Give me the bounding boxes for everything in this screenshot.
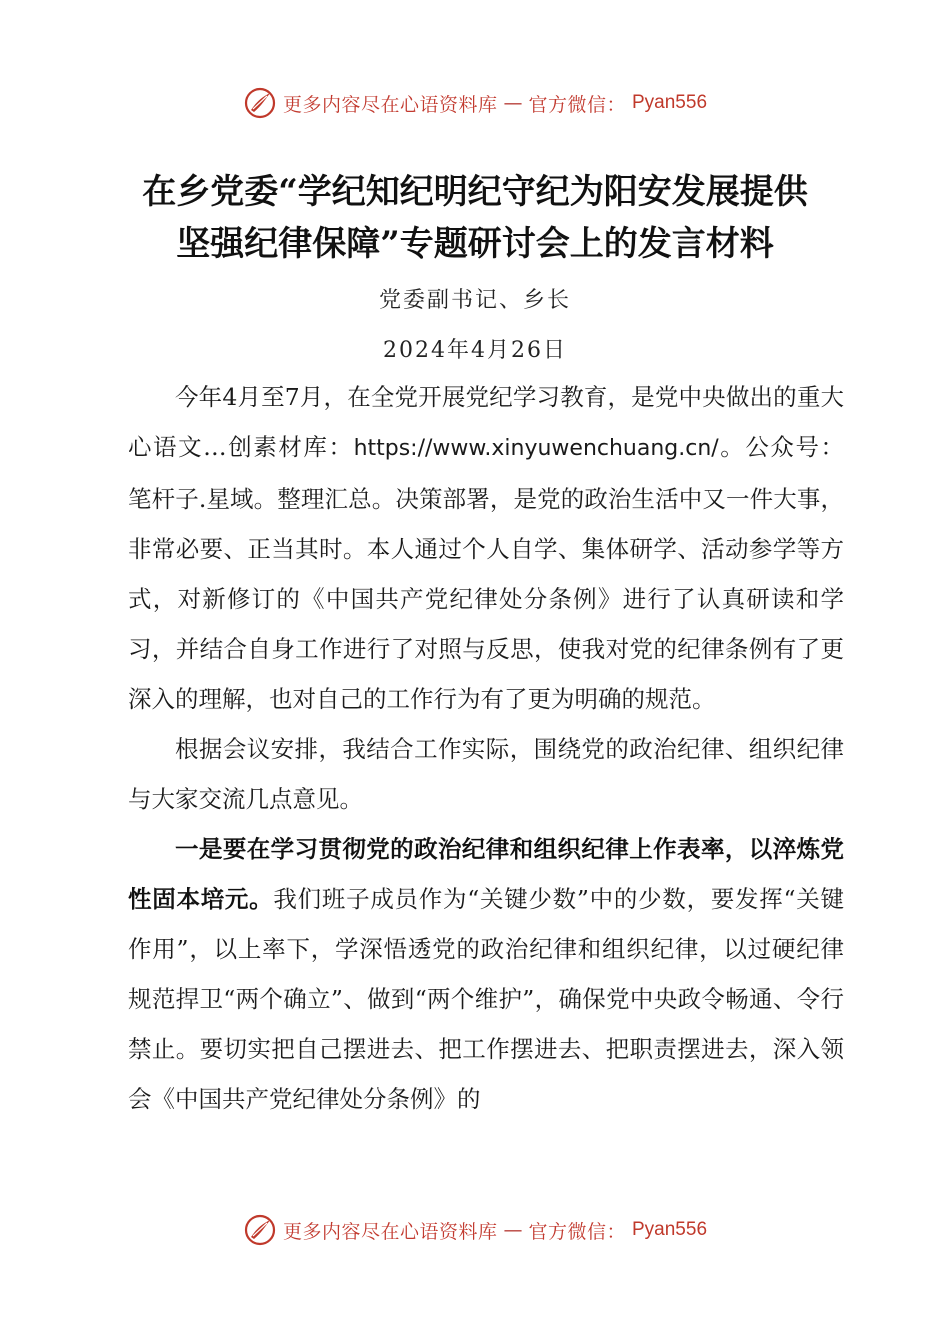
document-author: 党委副书记、乡长	[378, 288, 571, 313]
paragraph-3-heading: 一是要在学习贯彻党的政治纪律和组织纪律上作表率，以淬炼党性固本培元。	[128, 835, 844, 913]
document-title	[60, 166, 890, 270]
paragraph-3-text: 我们班子成员作为“关键少数”中的少数，要发挥“关键作用”，以上率下，学深悟透党的政治纪律和组织纪律，以过硬纪律规范捍卫“两个确立”、做到“两个维护”，确保党中央政令畅通、令行禁止。要切实把自己摆进去、把工作摆进去、把职责摆进去，深入领会《中国共产党纪律处分条例》的	[128, 885, 844, 1113]
watermark-label: 官方微信：	[528, 1220, 626, 1243]
watermark-separator: —	[503, 1219, 523, 1241]
watermark-id: Pyan556	[632, 1219, 708, 1240]
title-line-1: 在乡党委“学纪知纪明纪守纪为阳安发展提供	[142, 172, 808, 212]
pen-logo-icon	[243, 86, 277, 120]
paragraph-1-part-a: 今年4月至7月，在全党开展党纪学习教育，是党中央做出的重大心语文…创素材库：	[128, 383, 844, 461]
paragraph-3	[128, 824, 844, 1124]
watermark-header	[0, 86, 950, 120]
paragraph-1	[128, 372, 844, 724]
title-line-2: 坚强纪律保障”专题研讨会上的发言材料	[176, 224, 774, 264]
source-url: https://www.xinyuwenchuang.cn/	[353, 436, 719, 461]
document-date: 2024年4月26日	[383, 338, 567, 363]
paragraph-1-part-b: 。公众号：笔杆子.星域。整理汇总。决策部署，是党的政治生活中又一件大事，非常必要、正当其时。本人通过个人自学、集体研学、活动参学等方式，对新修订的《中国共产党纪律处分条例》进行了认真研读和学习，并结合自身工作进行了对照与反思，使我对党的纪律条例有了更深入的理解，也对自己的工作行为有了更为明确的规范。	[128, 433, 845, 713]
watermark-label: 官方微信：	[528, 93, 626, 116]
document-body	[128, 372, 844, 1124]
pen-logo-icon	[243, 1213, 277, 1247]
watermark-text: 更多内容尽在心语资料库	[282, 1220, 498, 1243]
watermark-separator: —	[503, 92, 523, 114]
watermark-footer	[0, 1213, 950, 1247]
watermark-text: 更多内容尽在心语资料库	[282, 93, 498, 116]
paragraph-2: 根据会议安排，我结合工作实际，围绕党的政治纪律、组织纪律与大家交流几点意见。	[128, 735, 844, 813]
watermark-id: Pyan556	[632, 92, 708, 113]
